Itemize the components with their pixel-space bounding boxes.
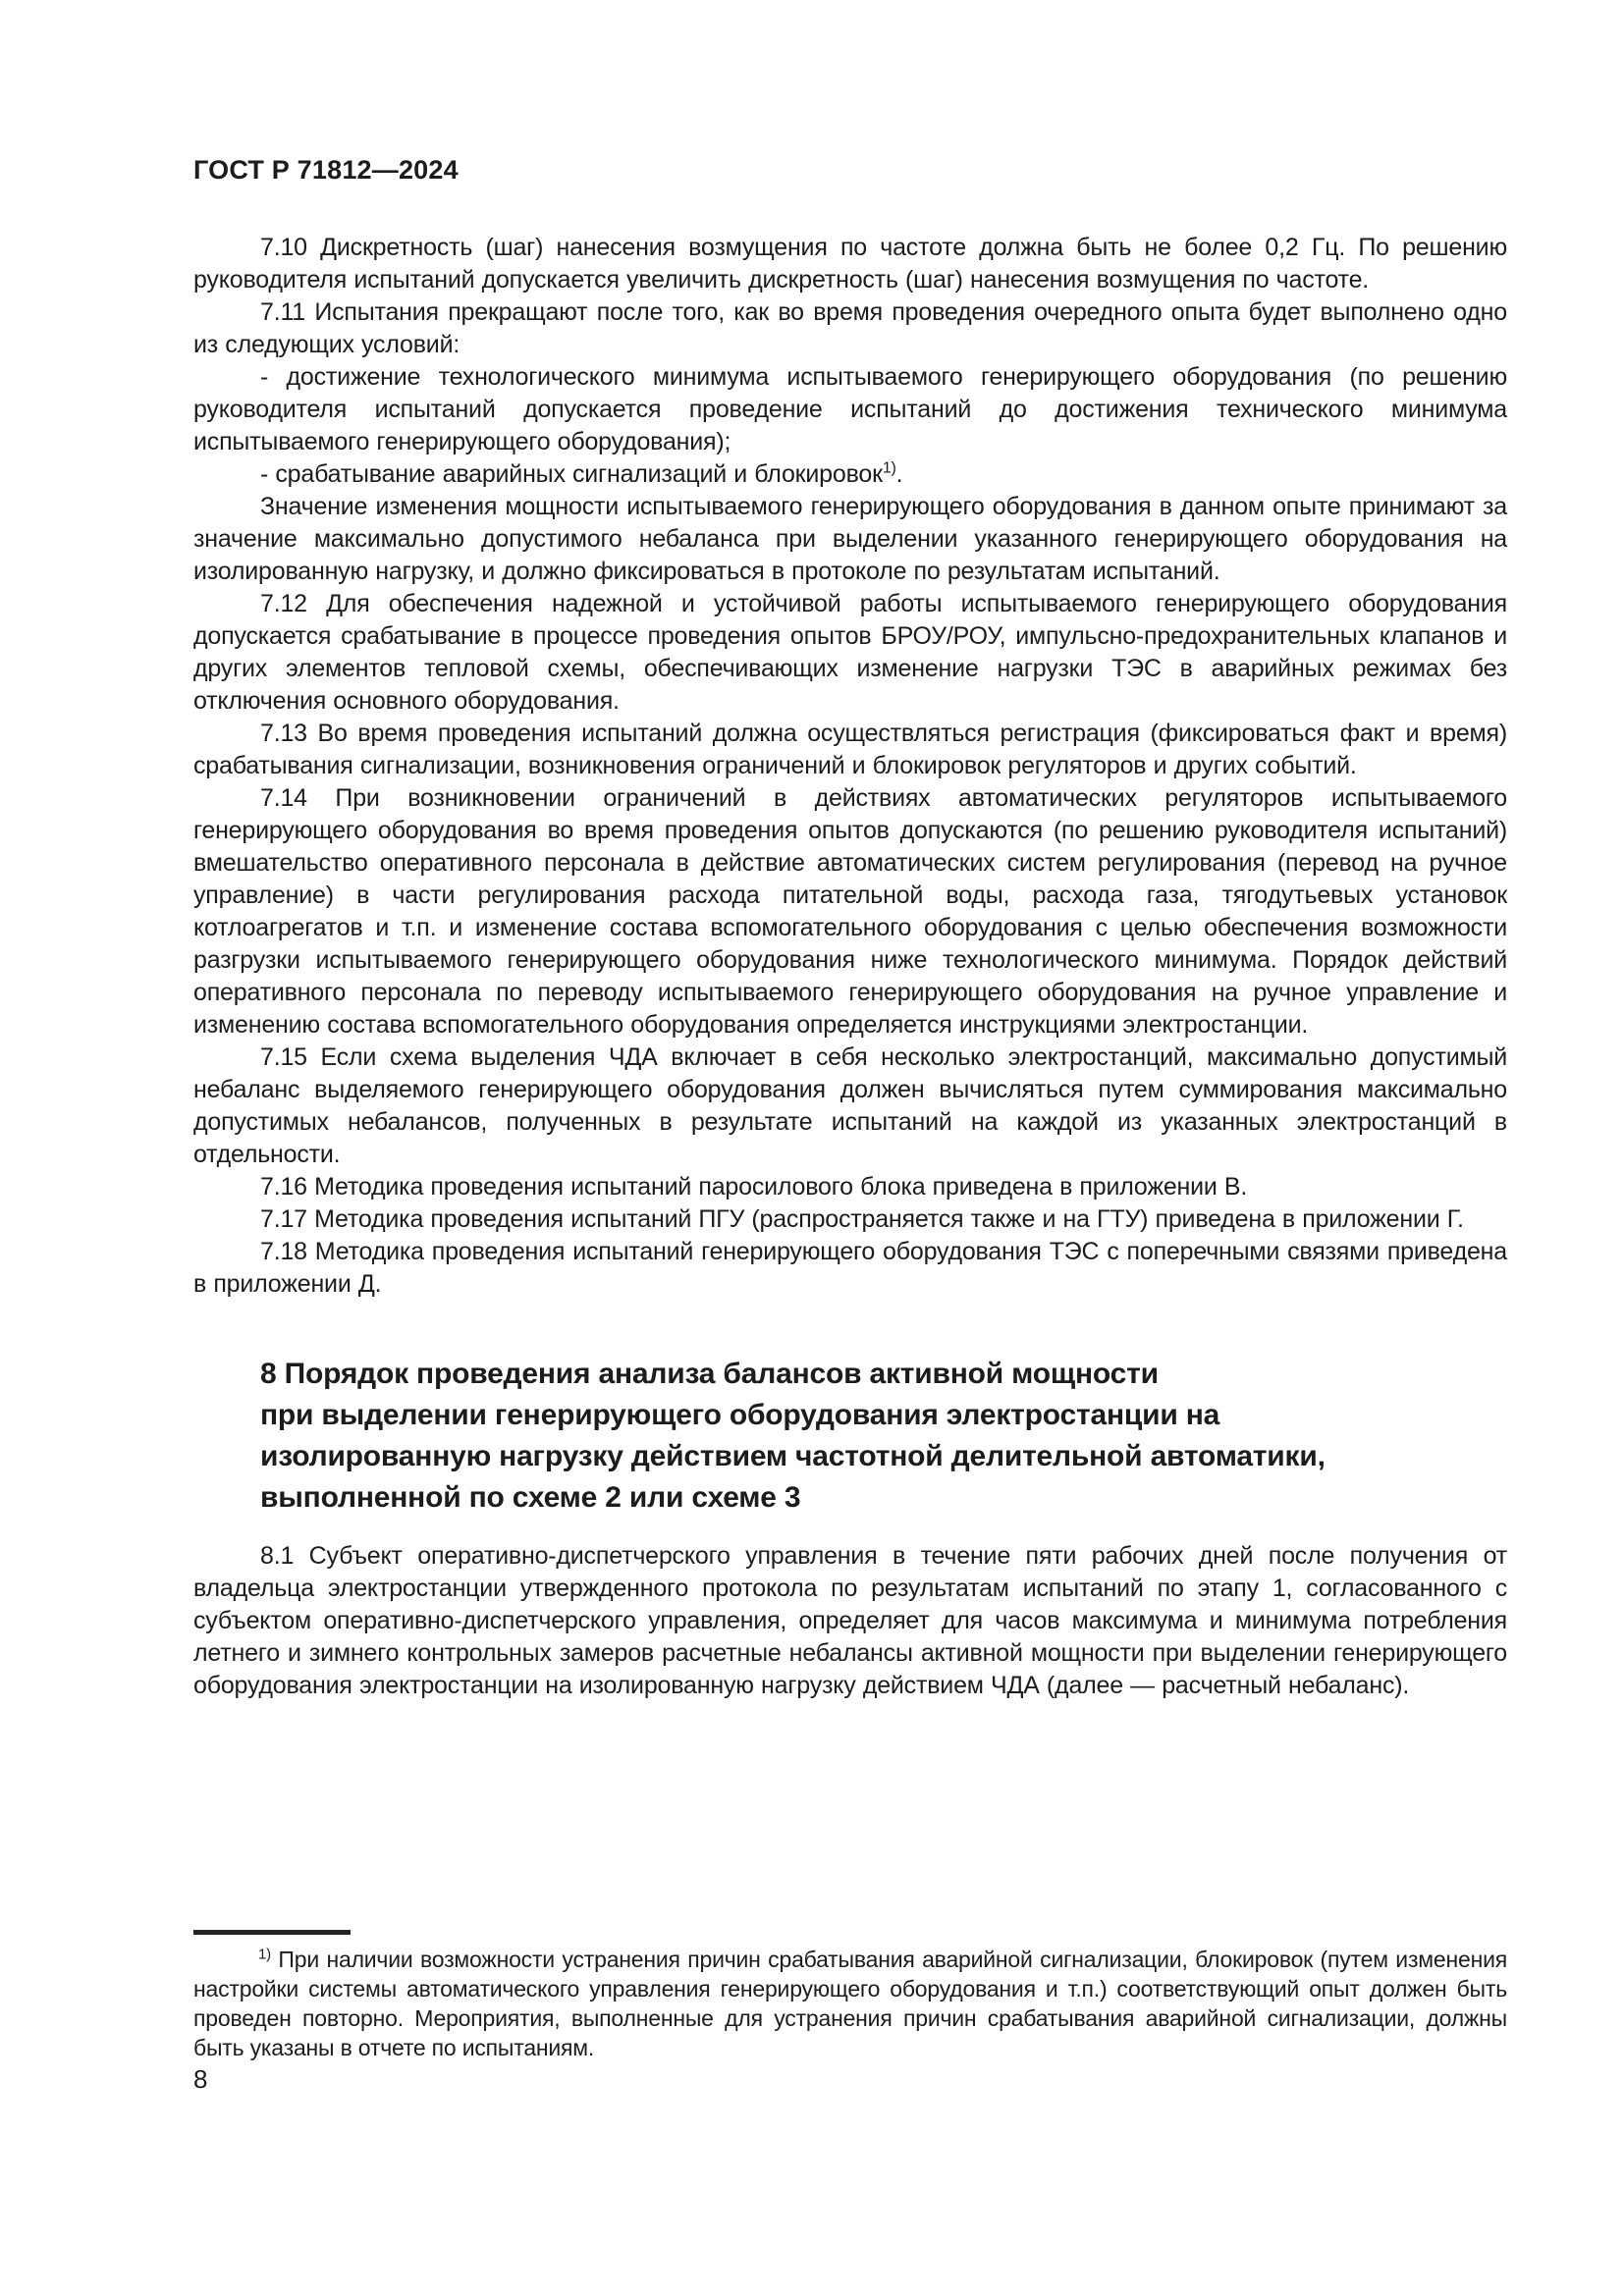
list-item-dash-2 [193, 458, 1507, 491]
paragraph-7-11: 7.11 Испытания прекращают после того, как во время проведения очередного опыта будет выполнено одно из следующих условий: [193, 298, 1507, 358]
section-8-body [193, 1540, 1507, 1702]
paragraph-8-1: 8.1 Субъект оперативно-диспетчерского управления в течение пяти рабочих дней после получения от владельца электростанции утвержденного протокола по результатам испытаний по этапу 1, согласованного с субъектом оперативно-диспетчерского управления, определяет для часов максимума и минимума потребления летнего и зимнего контрольных замеров расчетные небалансы активной мощности при выделении генерирующего оборудования электростанции на изолированную нагрузку действием ЧДА (далее — расчетный небаланс). [193, 1542, 1507, 1699]
section-8-heading [193, 1354, 1507, 1519]
page-number: 8 [193, 2064, 208, 2094]
paragraph-7-17: 7.17 Методика проведения испытаний ПГУ (распространяется также и на ГТУ) приведена в приложении Г. [260, 1205, 1464, 1233]
section-7-body [193, 232, 1507, 1301]
section-8-heading-line-3: изолированную нагрузку действием частотной делительной автоматики, [260, 1440, 1326, 1472]
paragraph-7-16: 7.16 Методика проведения испытаний паросилового блока приведена в приложении В. [260, 1173, 1248, 1201]
footnote-1-marker: 1) [258, 1946, 271, 1963]
paragraph-7-11-continuation: Значение изменения мощности испытываемого генерирующего оборудования в данном опыте принимают за значение максимально допустимого небаланса при выделении указанного генерирующего оборудования на изолированную нагрузку, и должно фиксироваться в протоколе по результатам испытаний. [193, 493, 1507, 585]
paragraph-7-15: 7.15 Если схема выделения ЧДА включает в себя несколько электростанций, максимально допустимый небаланс выделяемого генерирующего оборудования должен вычисляться путем суммирования максимально допустимых небалансов, полученных в результате испытаний на каждой из указанных электростанций в отдельности. [193, 1043, 1507, 1168]
list-item-dash-2-period: . [895, 460, 903, 488]
page-content [193, 155, 1507, 1702]
list-item-dash-2-text: - срабатывание аварийных сигнализаций и блокировок [260, 460, 883, 488]
paragraph-7-14: 7.14 При возникновении ограничений в действиях автоматических регуляторов испытываемого генерирующего оборудования во время проведения опытов допускаются (по решению руководителя испытаний) вмешательство оперативного персонала в действие автоматических систем регулирования (перевод на ручное управление) в части регулирования расхода питательной воды, расхода газа, тягодутьевых установок котлоагрегатов и т.п. и изменение состава вспомогательного оборудования с целью обеспечения возможности разгрузки испытываемого генерирующего оборудования ниже технологического минимума. Порядок действий оперативного персонала по переводу испытываемого генерирующего оборудования на ручное управление и изменению состава вспомогательного оборудования определяется инструкциями электростанции. [193, 784, 1507, 1039]
footnote-1 [193, 1945, 1507, 2062]
section-8-heading-line-4: выполненной по схеме 2 или схеме 3 [260, 1481, 801, 1514]
footnote-reference-marker: 1) [882, 459, 896, 477]
paragraph-7-12: 7.12 Для обеспечения надежной и устойчивой работы испытываемого генерирующего оборудования допускается срабатывание в процессе проведения опытов БРОУ/РОУ, импульсно-предохранительных клапанов и других элементов тепловой схемы, обеспечивающих изменение нагрузки ТЭС в аварийных режимах без отключения основного оборудования. [193, 590, 1507, 715]
paragraph-7-18: 7.18 Методика проведения испытаний генерирующего оборудования ТЭС с поперечными связями приведена в приложении Д. [193, 1238, 1507, 1298]
paragraph-7-13: 7.13 Во время проведения испытаний должна осуществляться регистрация (фиксироваться факт и время) срабатывания сигнализации, возникновения ограничений и блокировок регуляторов и других событий. [193, 720, 1507, 779]
section-8-heading-line-1: 8 Порядок проведения анализа балансов активной мощности [260, 1358, 1159, 1390]
footnote-separator-rule [193, 1930, 351, 1935]
document-header-gost-number: ГОСТ Р 71812—2024 [193, 155, 459, 185]
paragraph-7-10: 7.10 Дискретность (шаг) нанесения возмущения по частоте должна быть не более 0,2 Гц. По решению руководителя испытаний допускается увеличить дискретность (шаг) нанесения возмущения по частоте. [193, 234, 1507, 294]
footnote-block [193, 1930, 1507, 2062]
section-8-heading-line-2: при выделении генерирующего оборудования электростанции на [260, 1399, 1220, 1431]
list-item-dash-1: - достижение технологического минимума испытываемого генерирующего оборудования (по решению руководителя испытаний допускается проведение испытаний до достижения технического минимума испытываемого генерирующего оборудования); [193, 363, 1507, 455]
footnote-1-text: При наличии возможности устранения причин срабатывания аварийной сигнализации, блокировок (путем изменения настройки системы автоматического управления генерирующего оборудования и т.п.) соответствующий опыт должен быть проведен повторно. Мероприятия, выполненные для устранения причин срабатывания аварийной сигнализации, должны быть указаны в отчете по испытаниям. [193, 1947, 1507, 2060]
